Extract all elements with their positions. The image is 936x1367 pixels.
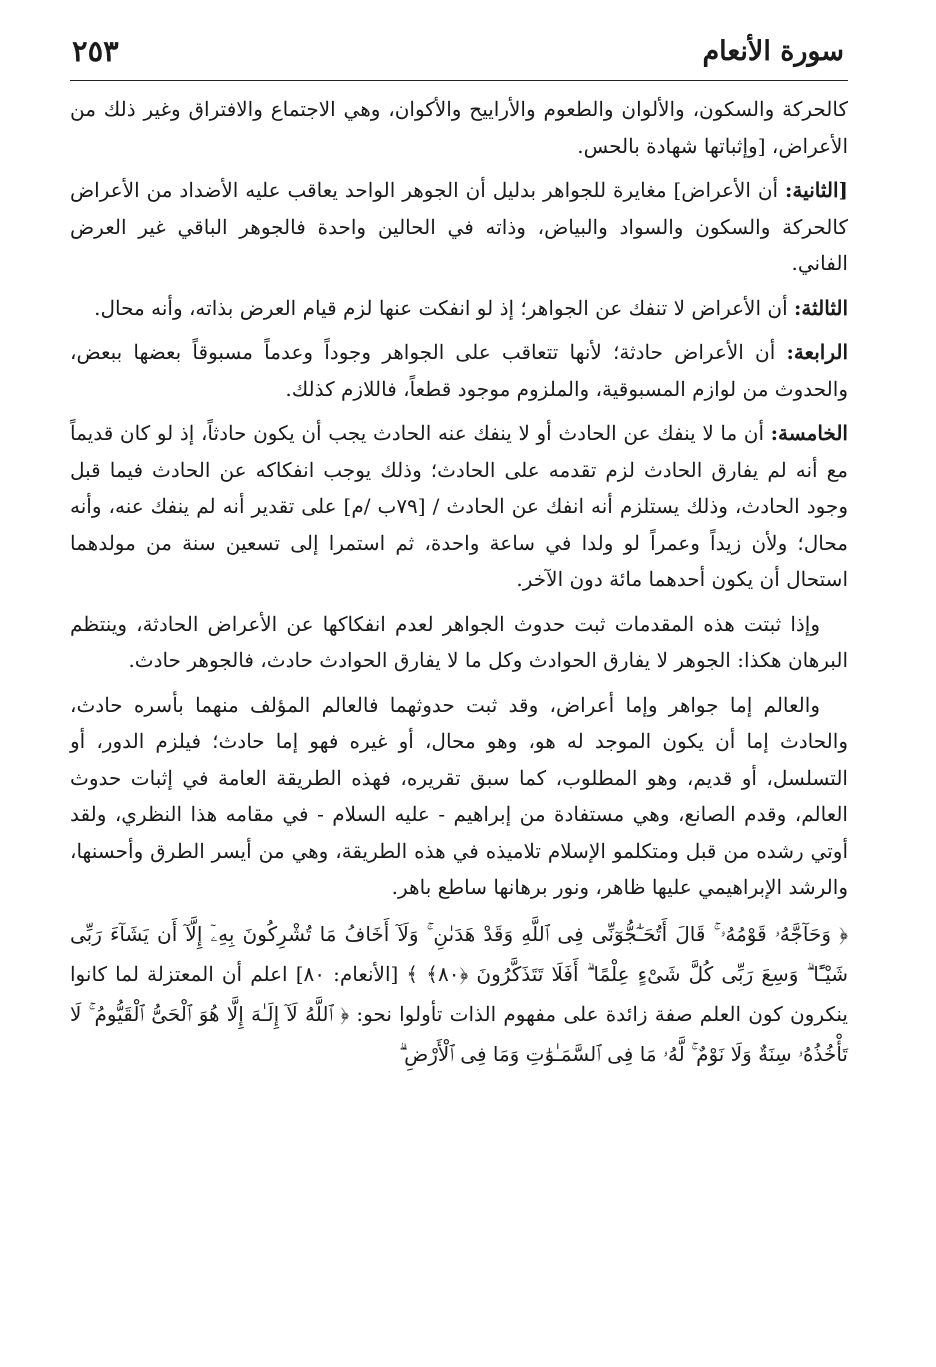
paragraph-continuation [70,91,848,164]
surah-title: سورة الأنعام [702,36,844,67]
paragraph-fifth [70,415,848,598]
paragraph-text: والعالم إما جواهر وإما أعراض، وقد ثبت حدوثهما فالعالم المؤلف منهما بأسره حادث، والحادث إما أن يكون الموجد له هو، وهو محال، أو غيره فهو إما حادث؛ فيلزم الدور، أو التسلسل، أو قديم، وهو المطلوب، كما سبق تقريره، فهذه الطريقة العامة في إثبات حدوث العالم، وقدم الصانع، وهي مستفادة من إبراهيم - عليه السلام - في مقامه هذا النظري، ولقد أوتي رشده من قبل ومتكلمو الإسلام تلاميذه في هذه الطريقة، وهي من أيسر الطرق وأحسنها، والرشد الإبراهيمي عليها ظاهر، ونور برهانها ساطع باهر. [70,692,848,899]
page-body [70,81,848,1074]
paragraph-world [70,687,848,906]
paragraph-lead-fifth: الخامسة: [770,421,848,445]
paragraph-second [70,172,848,282]
paragraph-text: وإذا ثبتت هذه المقدمات ثبت حدوث الجواهر لعدم انفكاكها عن الأعراض الحادثة، وينتظم البرهان هكذا: الجوهر لا يفارق الحوادث وكل ما لا يفارق الحوادث حادث، فالجوهر حادث. [70,611,848,672]
book-page [70,28,848,1338]
paragraph-text: أن الأعراض حادثة؛ لأنها تتعاقب على الجواهر وجوداً وعدماً مسبوقاً بعضها ببعض، والحدوث من لوازم المسبوقية، والملزوم موجود قطعاً، فاللازم كذلك. [70,340,848,401]
page-header [70,28,848,81]
quran-passage [70,914,848,1074]
paragraph-third [70,290,848,327]
paragraph-conclusion [70,606,848,679]
verse-citation: [الأنعام: ٨٠] [287,961,407,986]
paragraph-lead-second: [الثانية: [785,178,848,202]
commentary-text: اعلم أن المعتزلة لما كانوا ينكرون كون العلم صفة زائدة على مفهوم الذات تأولوا نحو: [70,961,848,1026]
page-number: ٢٥٣ [72,34,119,68]
paragraph-text: أن الأعراض لا تنفك عن الجواهر؛ إذ لو انفكت عنها لزم قيام العرض بذاته، وأنه محال. [94,295,794,320]
quran-verse-anam-80: ﴿ وَحَآجَّهُۥ قَوْمُهُۥ ۚ قَالَ أَتُحَـٰٓجُّوٓنِّى فِى ٱللَّهِ وَقَدْ هَدَىٰنِ ۚ وَلَآ أَخَافُ مَا تُشْرِكُونَ بِهِۦٓ إِلَّآ أَن يَشَآءَ رَبِّى شَيْـًٔا ۗ وَسِعَ رَبِّى كُلَّ شَىْءٍ عِلْمًا ۗ أَفَلَا تَتَذَكَّرُونَ ﴿٨٠﴾ ﴾ [70,921,849,986]
paragraph-lead-third: الثالثة: [793,295,848,320]
paragraph-lead-fourth: الرابعة: [786,340,848,364]
paragraph-text: كالحركة والسكون، والألوان والطعوم والأراييح والأكوان، وهي الاجتماع والافتراق وغير ذلك من الأعراض، [وإثباتها شهادة بالحس. [70,97,848,158]
paragraph-text: أن ما لا ينفك عن الحادث أو لا ينفك عنه الحادث يجب أن يكون حادثاً، إذ لو كان قديماً مع أنه لم يفارق الحادث لزم تقدمه على الحادث؛ وذلك يوجب انفكاكه عن الحادث فيما قبل وجود الحادث، وذلك يستلزم أنه انفك عن الحادث / [٧٩ب /م] على تقدير أنه لم ينفك عنه، وأنه محال؛ ولأن زيداً وعمراً لو ولدا في ساعة واحدة، ثم استمرا إلى تسعين سنة من مولدهما استحال أن يكون أحدهما مائة دون الآخر. [70,421,848,591]
paragraph-text: أن الأعراض] مغايرة للجواهر بدليل أن الجوهر الواحد يعاقب عليه الأضداد من الأعراض كالحركة والسكون والسواد والبياض، وذاته في الحالين واحدة فالجوهر الباقي غير العرض الفاني. [70,178,848,275]
quran-verse-kursi: ﴿ ٱللَّهُ لَآ إِلَـٰهَ إِلَّا هُوَ ٱلْحَىُّ ٱلْقَيُّومُ ۚ لَا تَأْخُذُهُۥ سِنَةٌ وَلَا نَوْمٌ ۚ لَّهُۥ مَا فِى ٱلسَّمَـٰوَٰتِ وَمَا فِى ٱلْأَرْضِ ۗ [70,1001,848,1066]
paragraph-fourth [70,334,848,407]
